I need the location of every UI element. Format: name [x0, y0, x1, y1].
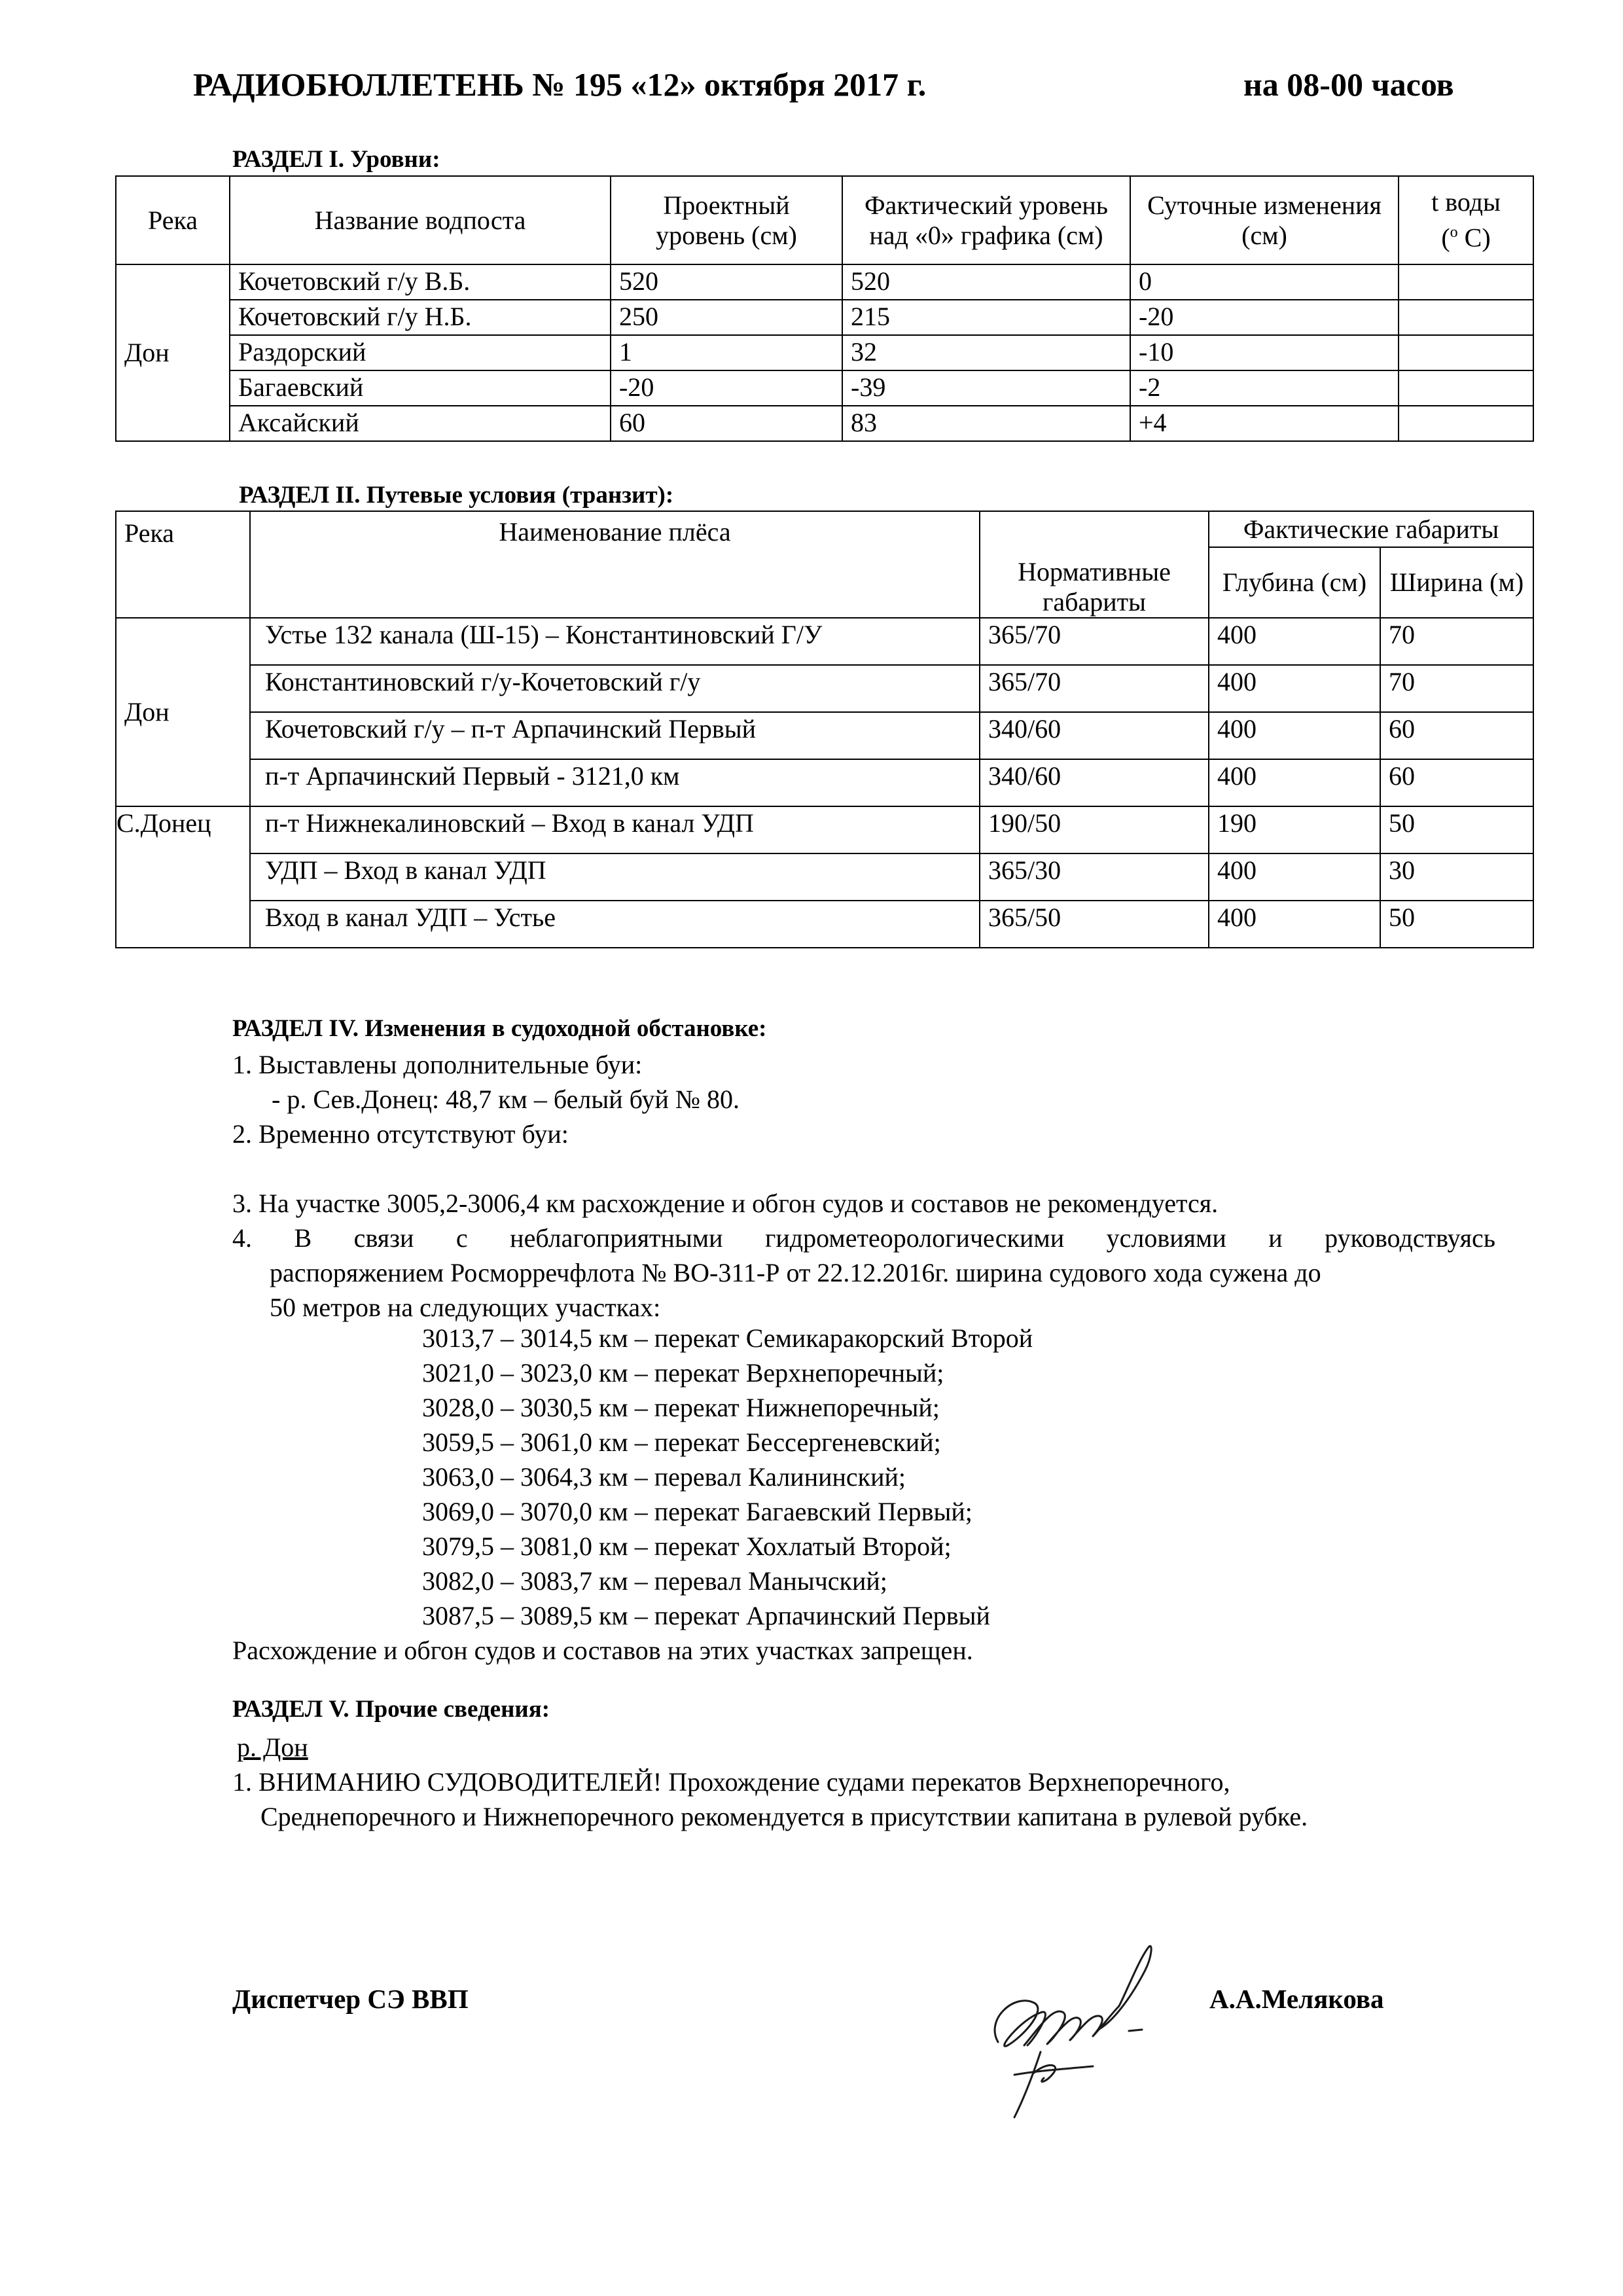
page-title — [193, 65, 1502, 103]
list-item: 3079,5 – 3081,0 км – перекат Хохлатый Второй; — [422, 1532, 952, 1561]
actual-level: 520 — [842, 264, 1130, 300]
list-item: 3059,5 – 3061,0 км – перекат Бессергеневский; — [422, 1427, 941, 1457]
signature-name: А.А.Мелякова — [1209, 1984, 1384, 2014]
reach-name: Устье 132 канала (Ш-15) – Константиновский Г/У — [250, 618, 980, 665]
water-temp — [1399, 300, 1533, 335]
section5-river: р. Дон — [237, 1732, 308, 1762]
width: 30 — [1380, 853, 1533, 901]
bulletin-title: РАДИОБЮЛЛЕТЕНЬ № 195 «12» октября 2017 г. — [193, 66, 927, 103]
signature-icon — [962, 1921, 1178, 2144]
col-width: Ширина (м) — [1380, 547, 1533, 618]
col-norm: Нормативные габариты — [980, 511, 1209, 618]
bulletin-time: на 08-00 часов — [1243, 66, 1454, 103]
col-water-temp: t воды ($^o$ C) — [1399, 176, 1533, 264]
river-cell: С.Донец — [116, 806, 250, 948]
col-river: Река — [116, 176, 230, 264]
reach-name: УДП – Вход в канал УДП — [250, 853, 980, 901]
table-row — [116, 712, 1533, 759]
col-reach: Наименование плёса — [250, 511, 980, 618]
col-post-name: Название водпоста — [230, 176, 611, 264]
water-temp — [1399, 370, 1533, 406]
table-row — [116, 264, 1533, 300]
section4-heading: РАЗДЕЛ IV. Изменения в судоходной обстановке: — [232, 1015, 767, 1042]
degree-icon: o — [1450, 224, 1458, 242]
water-temp — [1399, 335, 1533, 370]
item2-text: 2. Временно отсутствуют буи: — [232, 1119, 569, 1149]
section1-heading: РАЗДЕЛ I. Уровни: — [232, 146, 440, 173]
river-cell: Дон — [116, 618, 250, 806]
depth: 190 — [1209, 806, 1380, 853]
reach-name: п-т Нижнекалиновский – Вход в канал УДП — [250, 806, 980, 853]
actual-level: 83 — [842, 406, 1130, 441]
table-row — [116, 370, 1533, 406]
col-design-level: Проектный уровень (см) — [611, 176, 842, 264]
item4-line3: 50 метров на следующих участках: — [270, 1293, 661, 1322]
section5-line2: Среднепоречного и Нижнепоречного рекомендуется в присутствии капитана в рулевой рубке. — [260, 1802, 1308, 1831]
table-row — [116, 335, 1533, 370]
levels-header-row — [116, 176, 1533, 264]
item1-text: 1. Выставлены дополнительные буи: — [232, 1050, 643, 1079]
col-actual-level: Фактический уровень над «0» графика (см) — [842, 176, 1130, 264]
water-temp — [1399, 406, 1533, 441]
width: 60 — [1380, 712, 1533, 759]
norm-dims: 365/30 — [980, 853, 1209, 901]
col-water-temp-label: t воды — [1431, 187, 1501, 217]
list-item: 3087,5 – 3089,5 км – перекат Арпачинский Первый — [422, 1601, 990, 1630]
table-row — [116, 901, 1533, 948]
actual-level: 215 — [842, 300, 1130, 335]
col-river: Река — [116, 511, 250, 618]
col-daily-change: Суточные изменения (см) — [1130, 176, 1399, 264]
list-item: 3082,0 – 3083,7 км – перевал Манычский; — [422, 1566, 887, 1596]
table-row — [116, 406, 1533, 441]
list-item: 3069,0 – 3070,0 км – перекат Багаевский Первый; — [422, 1497, 972, 1526]
river-cell: Дон — [116, 264, 230, 441]
reach-name: п-т Арпачинский Первый - 3121,0 км — [250, 759, 980, 806]
section5-line1: 1. ВНИМАНИЮ СУДОВОДИТЕЛЕЙ! Прохождение судами перекатов Верхнепоречного, — [232, 1767, 1230, 1797]
width: 70 — [1380, 618, 1533, 665]
levels-table — [115, 175, 1534, 442]
list-item: 3021,0 – 3023,0 км – перекат Верхнепоречный; — [422, 1358, 944, 1388]
norm-dims: 365/50 — [980, 901, 1209, 948]
daily-change: +4 — [1130, 406, 1399, 441]
signature-position: Диспетчер СЭ ВВП — [232, 1984, 469, 2014]
col-actual-group: Фактические габариты — [1209, 511, 1533, 547]
depth: 400 — [1209, 712, 1380, 759]
width: 70 — [1380, 665, 1533, 712]
col-depth: Глубина (см) — [1209, 547, 1380, 618]
daily-change: 0 — [1130, 264, 1399, 300]
norm-dims: 340/60 — [980, 759, 1209, 806]
daily-change: -2 — [1130, 370, 1399, 406]
table-row — [116, 665, 1533, 712]
table-row — [116, 300, 1533, 335]
section2-heading: РАЗДЕЛ II. Путевые условия (транзит): — [239, 482, 674, 509]
norm-dims: 365/70 — [980, 618, 1209, 665]
depth: 400 — [1209, 901, 1380, 948]
segments-list — [422, 1321, 1033, 1633]
depth: 400 — [1209, 853, 1380, 901]
table-row — [116, 853, 1533, 901]
water-temp — [1399, 264, 1533, 300]
daily-change: -20 — [1130, 300, 1399, 335]
daily-change: -10 — [1130, 335, 1399, 370]
list-item: 3028,0 – 3030,5 км – перекат Нижнепоречный; — [422, 1393, 940, 1422]
post-name: Раздорский — [230, 335, 611, 370]
post-name: Багаевский — [230, 370, 611, 406]
actual-level: -39 — [842, 370, 1130, 406]
section5-heading: РАЗДЕЛ V. Прочие сведения: — [232, 1696, 550, 1723]
norm-dims: 365/70 — [980, 665, 1209, 712]
reach-name: Константиновский г/у-Кочетовский г/у — [250, 665, 980, 712]
item4-line2: распоряжением Росморречфлота № ВО-311-Р от 22.12.2016г. ширина судового хода сужена до — [270, 1258, 1321, 1287]
item4-line1: 4. В связи с неблагоприятными гидрометеорологическими условиями и руководствуясь — [232, 1223, 1495, 1253]
design-level: 1 — [611, 335, 842, 370]
table-row — [116, 618, 1533, 665]
transit-header-row — [116, 511, 1533, 547]
design-level: -20 — [611, 370, 842, 406]
norm-dims: 190/50 — [980, 806, 1209, 853]
reach-name: Вход в канал УДП – Устье — [250, 901, 980, 948]
section4-closing: Расхождение и обгон судов и составов на этих участках запрещен. — [232, 1636, 973, 1665]
list-item: 3013,7 – 3014,5 км – перекат Семикаракорский Второй — [422, 1323, 1033, 1353]
design-level: 60 — [611, 406, 842, 441]
actual-level: 32 — [842, 335, 1130, 370]
width: 60 — [1380, 759, 1533, 806]
width: 50 — [1380, 901, 1533, 948]
table-row — [116, 806, 1533, 853]
post-name: Кочетовский г/у В.Б. — [230, 264, 611, 300]
list-item: 3063,0 – 3064,3 км – перевал Калининский; — [422, 1462, 906, 1492]
design-level: 250 — [611, 300, 842, 335]
depth: 400 — [1209, 759, 1380, 806]
reach-name: Кочетовский г/у – п-т Арпачинский Первый — [250, 712, 980, 759]
table-row — [116, 759, 1533, 806]
depth: 400 — [1209, 618, 1380, 665]
item1-sub-text: - р. Сев.Донец: 48,7 км – белый буй № 80. — [272, 1085, 740, 1114]
item3-text: 3. На участке 3005,2-3006,4 км расхождение и обгон судов и составов не рекомендуется. — [232, 1189, 1219, 1218]
norm-dims: 340/60 — [980, 712, 1209, 759]
depth: 400 — [1209, 665, 1380, 712]
width: 50 — [1380, 806, 1533, 853]
post-name: Кочетовский г/у Н.Б. — [230, 300, 611, 335]
transit-table — [115, 511, 1534, 948]
design-level: 520 — [611, 264, 842, 300]
post-name: Аксайский — [230, 406, 611, 441]
col-water-temp-unit: C) — [1464, 223, 1491, 253]
